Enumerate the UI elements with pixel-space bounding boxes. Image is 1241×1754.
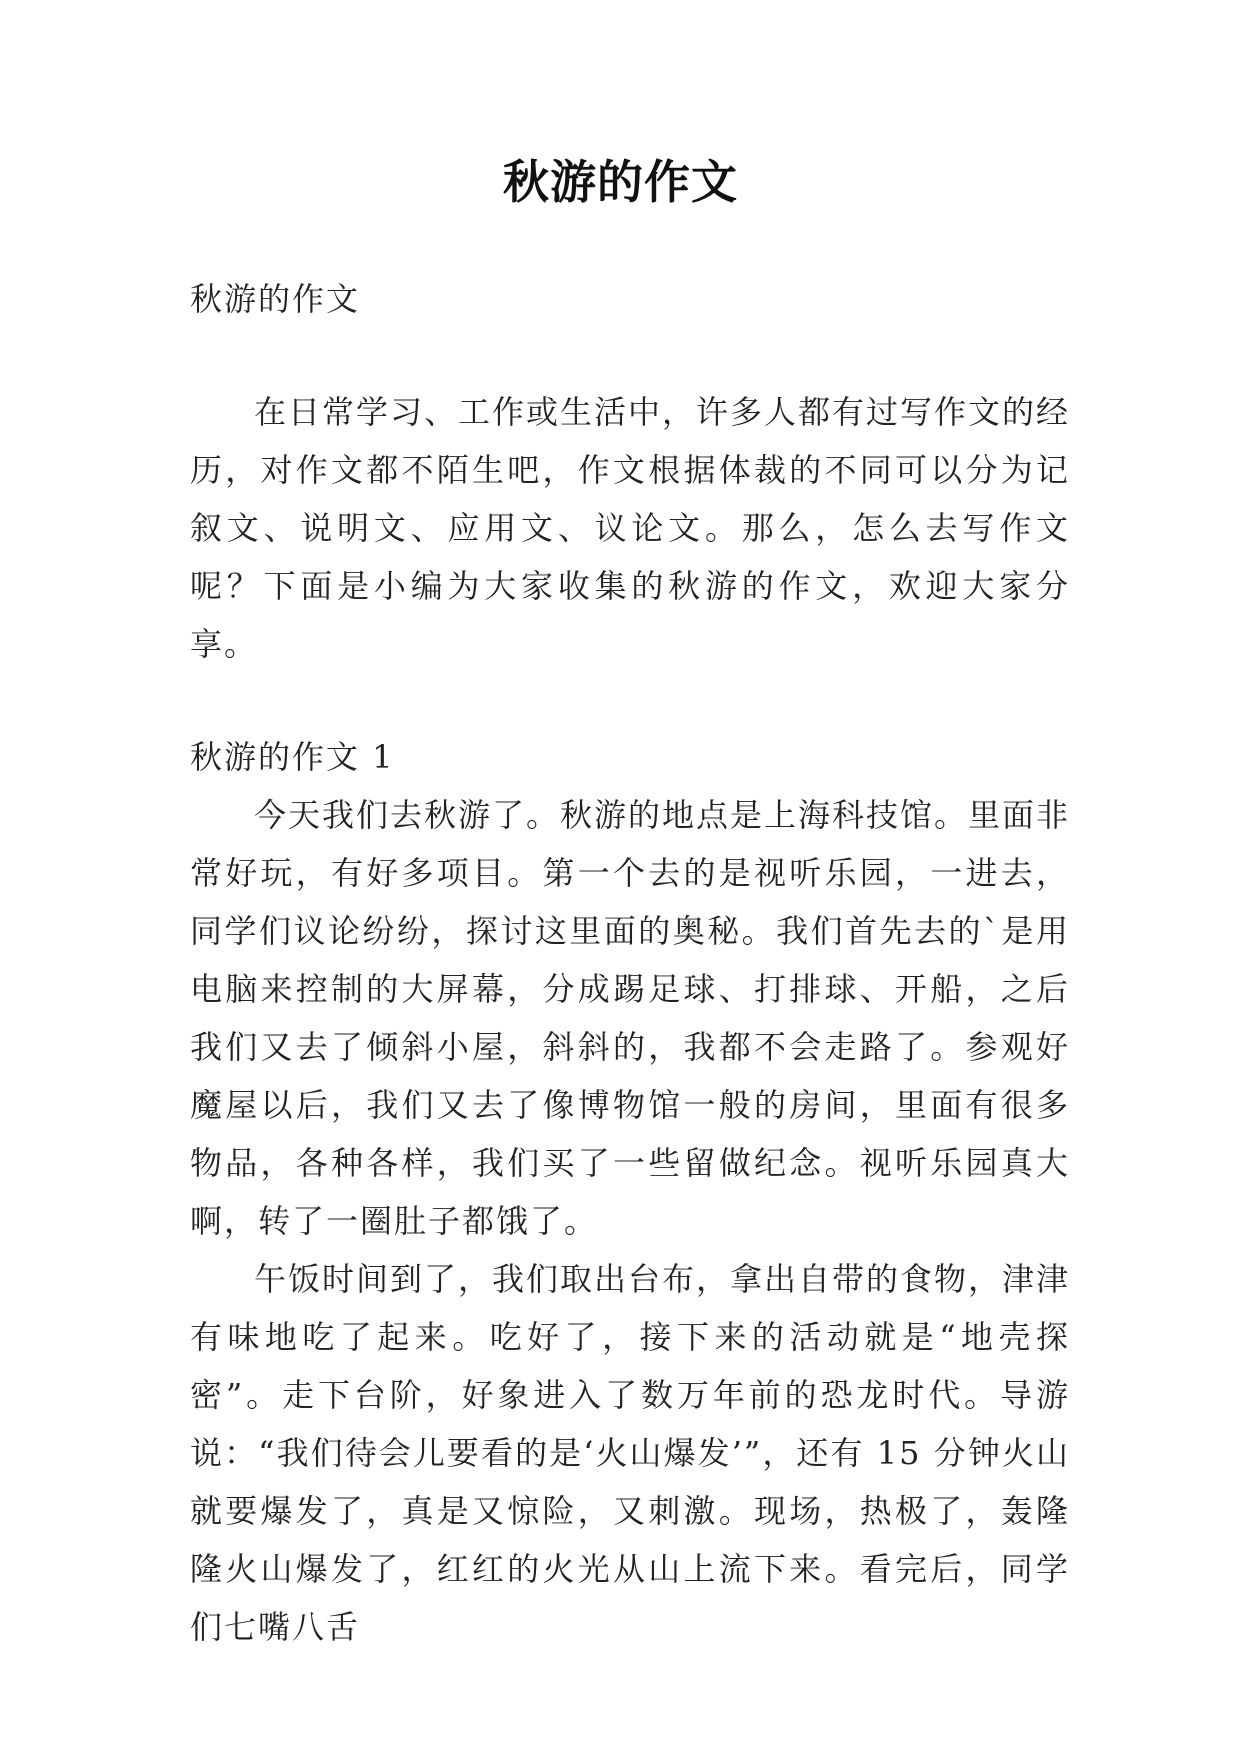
document-subtitle: 秋游的作文 (190, 280, 361, 318)
document-title: 秋游的作文 (503, 155, 738, 209)
body-paragraph: 今天我们去秋游了。秋游的地点是上海科技馆。里面非常好玩，有好多项目。第一个去的是视听乐园，一进去，同学们议论纷纷，探讨这里面的奥秘。我们首先去的`是用电脑来控制的大屏幕，分成踢足球、打排球、开船，之后我们又去了倾斜小屋，斜斜的，我都不会走路了。参观好魔屋以后，我们又去了像博物馆一般的房间，里面有很多物品，各种各样，我们买了一些留做纪念。视听乐园真大啊，转了一圈肚子都饿了。 (190, 796, 1071, 1240)
document-body (190, 270, 1070, 1656)
body-paragraph: 午饭时间到了，我们取出台布，拿出自带的食物，津津有味地吃了起来。吃好了，接下来的活动就是“地壳探密”。走下台阶，好象进入了数万年前的恐龙时代。导游说：“我们待会儿要看的是‘火山爆发’”，还有 15 分钟火山就要爆发了，真是又惊险，又刺激。现场，热极了，轰隆隆火山爆发了，红红的火光从山上流下来。看完后，同学们七嘴八舌 (190, 1260, 1071, 1646)
intro-paragraph: 在日常学习、工作或生活中，许多人都有过写作文的经历，对作文都不陌生吧，作文根据体裁的不同可以分为记叙文、说明文、应用文、议论文。那么，怎么去写作文呢？下面是小编为大家收集的秋游的作文，欢迎大家分享。 (190, 393, 1071, 663)
section-heading: 秋游的作文 1 (190, 738, 395, 776)
